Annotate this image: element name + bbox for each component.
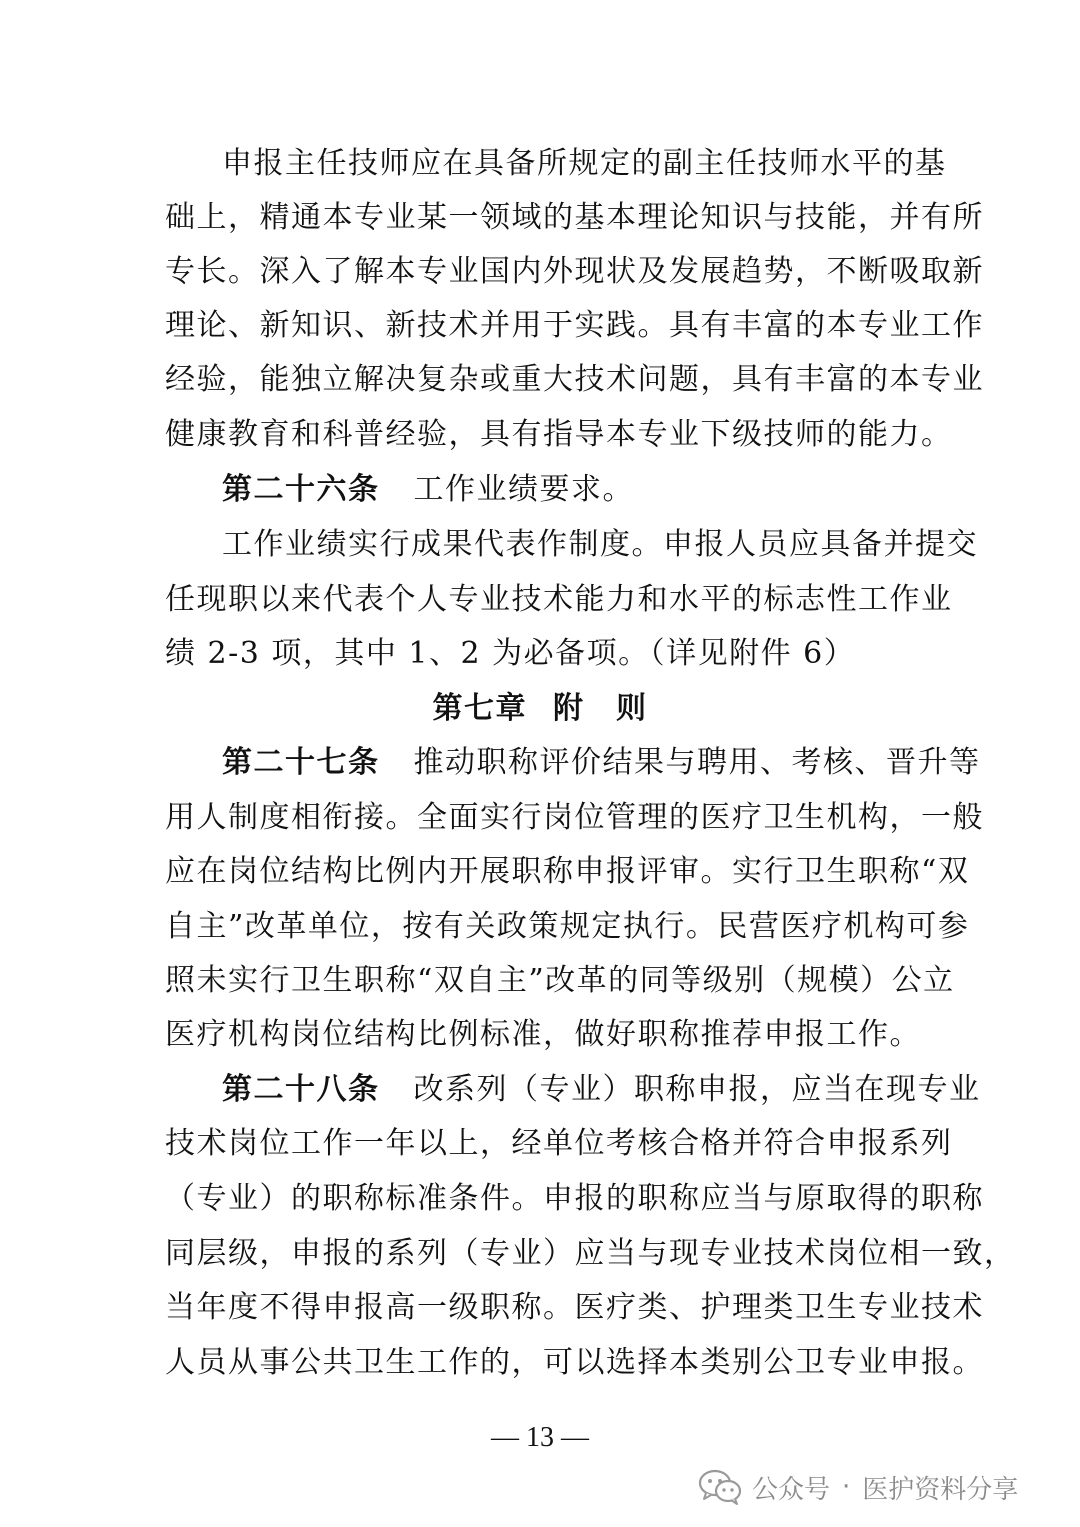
article-text: 改系列（专业）职称申报，应当在现专业 xyxy=(413,1072,981,1107)
paragraph-line: 工作业绩实行成果代表作制度。申报人员应具备并提交 xyxy=(222,527,978,562)
article-text: 推动职称评价结果与聘用、考核、晋升等 xyxy=(413,745,981,780)
article-text: 工作业绩要求。 xyxy=(413,472,634,507)
paragraph-line: 健康教育和科普经验，具有指导本专业下级技师的能力。 xyxy=(165,417,953,452)
chapter-name: 附 则 xyxy=(553,691,648,726)
page-number: — 13 — xyxy=(491,1422,589,1453)
paragraph-line: 经验，能独立解决复杂或重大技术问题，具有丰富的本专业 xyxy=(165,362,984,397)
article-title: 第二十六条 xyxy=(222,472,380,507)
article-28-heading xyxy=(222,1063,982,1117)
wechat-icon xyxy=(698,1469,742,1505)
article-26-heading xyxy=(222,463,982,517)
paragraph-line: 自主”改革单位，按有关政策规定执行。民营医疗机构可参 xyxy=(165,909,970,944)
watermark xyxy=(698,1457,1018,1517)
article-title: 第二十八条 xyxy=(222,1072,380,1107)
watermark-separator: · xyxy=(842,1472,851,1502)
paragraph-line: 绩 2-3 项，其中 1、2 为必备项。（详见附件 6） xyxy=(165,636,856,671)
paragraph-line: 当年度不得申报高一级职称。医疗类、护理类卫生专业技术 xyxy=(165,1290,984,1325)
paragraph-line: 申报主任技师应在具备所规定的副主任技师水平的基 xyxy=(222,146,947,181)
paragraph-line: 照未实行卫生职称“双自主”改革的同等级别（规模）公立 xyxy=(165,963,955,998)
chapter-heading xyxy=(0,682,1080,736)
watermark-label: 公众号 xyxy=(752,1474,831,1505)
paragraph-line: （专业）的职称标准条件。申报的职称应当与原取得的职称 xyxy=(165,1181,984,1216)
paragraph-line: 人员从事公共卫生工作的，可以选择本类别公卫专业申报。 xyxy=(165,1345,984,1380)
paragraph-line: 础上，精通本专业某一领域的基本理论知识与技能，并有所 xyxy=(165,200,984,235)
paragraph-line: 专长。深入了解本专业国内外现状及发展趋势，不断吸取新 xyxy=(165,254,984,289)
paragraph-line: 理论、新知识、新技术并用于实践。具有丰富的本专业工作 xyxy=(165,308,984,343)
paragraph-line: 用人制度相衔接。全面实行岗位管理的医疗卫生机构，一般 xyxy=(165,800,984,835)
paragraph-line: 技术岗位工作一年以上，经单位考核合格并符合申报系列 xyxy=(165,1126,953,1161)
paragraph-line: 医疗机构岗位结构比例标准，做好职称推荐申报工作。 xyxy=(165,1017,921,1052)
paragraph-line: 同层级，申报的系列（专业）应当与现专业技术岗位相一致， xyxy=(165,1236,1016,1271)
paragraph-line: 应在岗位结构比例内开展职称申报评审。实行卫生职称“双 xyxy=(165,854,970,889)
article-27-heading xyxy=(222,736,982,790)
article-title: 第二十七条 xyxy=(222,745,380,780)
watermark-account: 医护资料分享 xyxy=(862,1474,1019,1505)
chapter-number: 第七章 xyxy=(432,691,527,726)
paragraph-line: 任现职以来代表个人专业技术能力和水平的标志性工作业 xyxy=(165,582,953,617)
